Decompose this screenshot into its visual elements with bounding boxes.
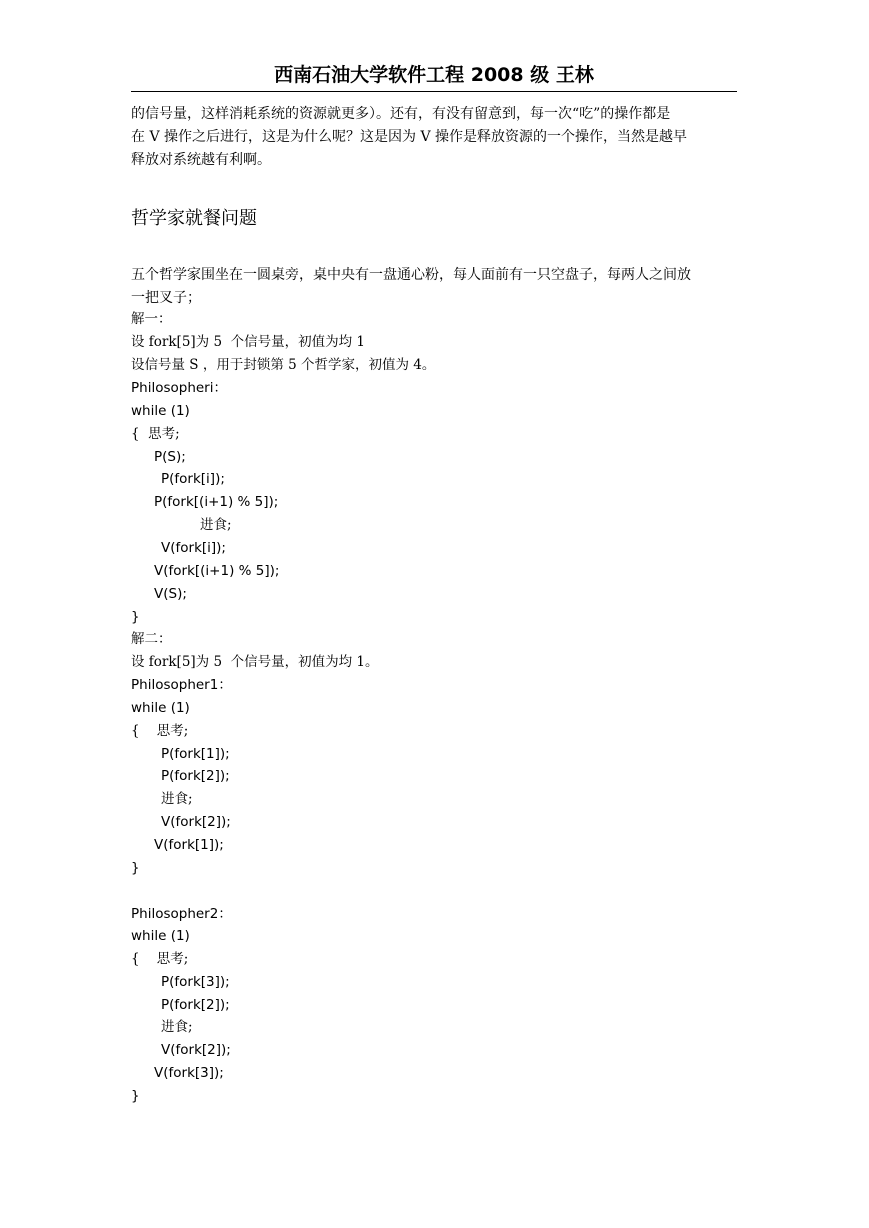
code-line: P(fork[2]); [161,997,230,1013]
code-line: Philosopher2： [131,906,232,922]
code-line: Philosopher1： [131,677,232,693]
code-line: { 思考; [131,951,189,967]
code-line: V(fork[1]); [154,837,224,853]
problem-line-1: 五个哲学家围坐在一圆桌旁，桌中央有一盘通心粉，每人面前有一只空盘子，每两人之间放 [131,267,691,283]
code-line: { 思考; [131,723,189,739]
intro-line-1: 的信号量，这样消耗系统的资源就更多）。还有，有没有留意到，每一次“吃”的操作都是 [131,106,671,122]
code-line: 进食; [161,791,193,807]
code-line: P(fork[3]); [161,974,230,990]
code-line: } [131,609,140,625]
code-line: V(fork[3]); [154,1065,224,1081]
code-line: 设 fork[5]为 5 个信号量，初值为均 1 [131,334,366,350]
code-line: P(fork[(i+1) % 5]); [154,494,279,510]
code-line: V(fork[2]); [161,1042,231,1058]
intro-line-3: 释放对系统越有利啊。 [131,152,271,168]
code-line: 进食; [161,1019,193,1035]
code-line: P(S); [154,449,186,465]
solution-1-label: 解一： [131,311,172,327]
code-line: P(fork[1]); [161,746,230,762]
code-line: V(S); [154,586,187,602]
code-line: P(fork[i]); [161,471,225,487]
code-line: V(fork[(i+1) % 5]); [154,563,280,579]
section-heading: 哲学家就餐问题 [131,208,257,229]
intro-line-2: 在 V 操作之后进行，这是为什么呢？这是因为 V 操作是释放资源的一个操作，当然是越早 [131,129,688,145]
code-line: 设 fork[5]为 5 个信号量，初值为均 1。 [131,654,379,670]
code-line: while (1) [131,403,190,419]
code-line: } [131,860,140,876]
code-line: 进食; [200,517,232,533]
solution-2-label: 解二： [131,631,172,647]
code-line: { 思考; [131,426,180,442]
header-divider [131,91,737,92]
code-line: } [131,1088,140,1104]
page-header-title: 西南石油大学软件工程 2008 级 王林 [274,64,594,86]
code-line: while (1) [131,928,190,944]
code-line: P(fork[2]); [161,768,230,784]
problem-line-2: 一把叉子； [131,290,201,306]
code-line: Philosopheri： [131,380,227,396]
code-line: while (1) [131,700,190,716]
code-line: V(fork[i]); [161,540,226,556]
code-line: V(fork[2]); [161,814,231,830]
code-line: 设信号量 S ，用于封锁第 5 个哲学家，初值为 4。 [131,357,436,373]
